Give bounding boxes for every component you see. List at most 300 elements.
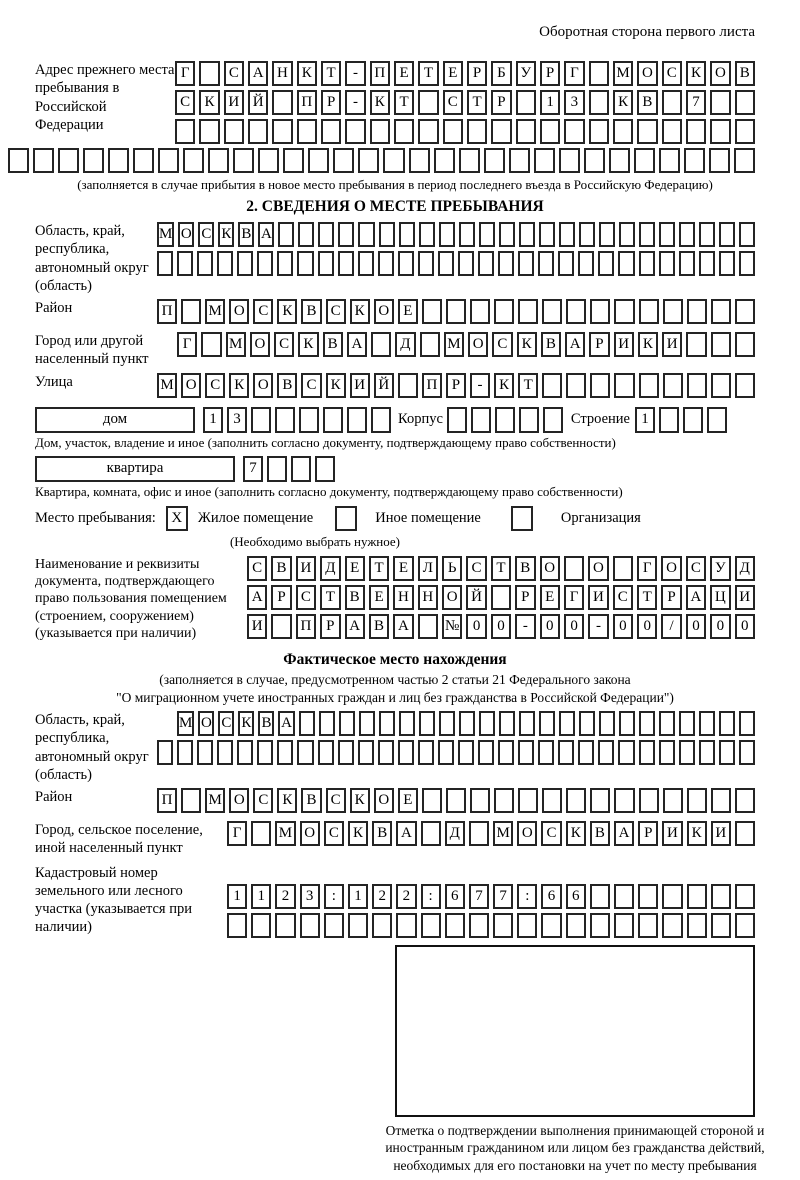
char-cell[interactable] xyxy=(458,740,474,765)
char-cell[interactable]: Г xyxy=(175,61,195,86)
char-cell[interactable]: : xyxy=(421,884,441,909)
char-cell[interactable]: К xyxy=(297,61,317,86)
char-cell[interactable] xyxy=(719,222,735,247)
char-cell[interactable]: Й xyxy=(374,373,394,398)
char-cell[interactable] xyxy=(739,740,755,765)
char-cell[interactable] xyxy=(319,711,335,736)
char-cell[interactable] xyxy=(297,740,313,765)
char-cell[interactable] xyxy=(251,821,271,846)
char-cell[interactable]: К xyxy=(326,373,346,398)
char-cell[interactable]: И xyxy=(247,614,267,639)
char-cell[interactable] xyxy=(272,119,292,144)
char-cell[interactable] xyxy=(318,251,334,276)
char-cell[interactable] xyxy=(493,913,513,938)
char-cell[interactable] xyxy=(498,251,514,276)
char-cell[interactable]: В xyxy=(323,332,343,357)
char-cell[interactable]: П xyxy=(296,614,316,639)
char-cell[interactable]: 6 xyxy=(541,884,561,909)
char-cell[interactable] xyxy=(614,788,634,813)
char-cell[interactable] xyxy=(599,222,615,247)
char-cell[interactable] xyxy=(711,884,731,909)
char-cell[interactable] xyxy=(248,119,268,144)
char-cell[interactable] xyxy=(735,119,755,144)
char-cell[interactable] xyxy=(719,251,735,276)
char-cell[interactable] xyxy=(599,711,615,736)
char-cell[interactable] xyxy=(422,299,442,324)
char-cell[interactable] xyxy=(519,711,535,736)
char-cell[interactable]: Т xyxy=(518,373,538,398)
char-cell[interactable] xyxy=(347,407,367,433)
char-cell[interactable] xyxy=(566,373,586,398)
char-cell[interactable] xyxy=(359,711,375,736)
char-cell[interactable]: С xyxy=(466,556,486,581)
char-cell[interactable]: Е xyxy=(398,299,418,324)
char-cell[interactable] xyxy=(687,299,707,324)
char-cell[interactable]: С xyxy=(301,373,321,398)
char-cell[interactable] xyxy=(686,119,706,144)
char-cell[interactable] xyxy=(471,407,491,433)
char-cell[interactable]: 6 xyxy=(566,884,586,909)
char-cell[interactable] xyxy=(719,711,735,736)
char-cell[interactable]: Р xyxy=(467,61,487,86)
char-cell[interactable]: / xyxy=(661,614,681,639)
char-cell[interactable] xyxy=(479,711,495,736)
char-cell[interactable] xyxy=(639,788,659,813)
char-cell[interactable] xyxy=(299,407,319,433)
char-cell[interactable] xyxy=(518,299,538,324)
char-cell[interactable]: И xyxy=(614,332,634,357)
char-cell[interactable] xyxy=(333,148,354,173)
char-cell[interactable] xyxy=(613,119,633,144)
char-cell[interactable] xyxy=(298,222,314,247)
char-cell[interactable] xyxy=(157,740,173,765)
char-cell[interactable] xyxy=(590,913,610,938)
char-cell[interactable]: 2 xyxy=(372,884,392,909)
char-cell[interactable]: Г xyxy=(637,556,657,581)
char-cell[interactable] xyxy=(509,148,530,173)
char-cell[interactable] xyxy=(639,373,659,398)
char-cell[interactable] xyxy=(590,373,610,398)
char-cell[interactable]: В xyxy=(735,61,755,86)
char-cell[interactable]: В xyxy=(541,332,561,357)
char-cell[interactable] xyxy=(518,788,538,813)
char-cell[interactable] xyxy=(498,740,514,765)
char-cell[interactable]: П xyxy=(157,788,177,813)
char-cell[interactable]: В xyxy=(515,556,535,581)
char-cell[interactable]: Ь xyxy=(442,556,462,581)
char-cell[interactable] xyxy=(491,585,511,610)
char-cell[interactable] xyxy=(378,740,394,765)
char-cell[interactable] xyxy=(409,148,430,173)
char-cell[interactable]: К xyxy=(517,332,537,357)
char-cell[interactable] xyxy=(634,148,655,173)
char-cell[interactable]: М xyxy=(613,61,633,86)
char-cell[interactable]: М xyxy=(205,299,225,324)
char-cell[interactable]: Р xyxy=(589,332,609,357)
char-cell[interactable]: М xyxy=(444,332,464,357)
char-cell[interactable] xyxy=(181,299,201,324)
char-cell[interactable] xyxy=(422,788,442,813)
char-cell[interactable]: - xyxy=(470,373,490,398)
char-cell[interactable] xyxy=(687,884,707,909)
char-cell[interactable]: С xyxy=(326,788,346,813)
char-cell[interactable] xyxy=(687,788,707,813)
char-cell[interactable] xyxy=(558,740,574,765)
char-cell[interactable]: С xyxy=(247,556,267,581)
char-cell[interactable] xyxy=(445,913,465,938)
char-cell[interactable]: В xyxy=(301,788,321,813)
char-cell[interactable] xyxy=(542,299,562,324)
char-cell[interactable]: 7 xyxy=(243,456,263,482)
char-cell[interactable] xyxy=(257,251,273,276)
char-cell[interactable] xyxy=(699,740,715,765)
char-cell[interactable] xyxy=(711,299,731,324)
char-cell[interactable]: П xyxy=(157,299,177,324)
char-cell[interactable] xyxy=(348,913,368,938)
char-cell[interactable] xyxy=(734,148,755,173)
char-cell[interactable]: С xyxy=(686,556,706,581)
char-cell[interactable] xyxy=(699,711,715,736)
char-cell[interactable] xyxy=(735,821,755,846)
char-cell[interactable]: 1 xyxy=(203,407,223,433)
char-cell[interactable] xyxy=(358,740,374,765)
char-cell[interactable] xyxy=(663,788,683,813)
char-cell[interactable] xyxy=(469,821,489,846)
char-cell[interactable] xyxy=(458,251,474,276)
char-cell[interactable]: 0 xyxy=(540,614,560,639)
char-cell[interactable] xyxy=(687,373,707,398)
char-cell[interactable]: - xyxy=(515,614,535,639)
char-cell[interactable]: С xyxy=(613,585,633,610)
char-cell[interactable]: Т xyxy=(637,585,657,610)
char-cell[interactable] xyxy=(609,148,630,173)
char-cell[interactable] xyxy=(516,90,536,115)
char-cell[interactable] xyxy=(659,251,675,276)
char-cell[interactable] xyxy=(275,407,295,433)
char-cell[interactable] xyxy=(297,119,317,144)
char-cell[interactable] xyxy=(479,222,495,247)
char-cell[interactable] xyxy=(338,251,354,276)
char-cell[interactable]: О xyxy=(540,556,560,581)
char-cell[interactable]: 0 xyxy=(735,614,755,639)
char-cell[interactable] xyxy=(735,913,755,938)
char-cell[interactable] xyxy=(233,148,254,173)
char-cell[interactable] xyxy=(589,90,609,115)
char-cell[interactable] xyxy=(419,222,435,247)
char-cell[interactable]: Т xyxy=(394,90,414,115)
char-cell[interactable] xyxy=(684,148,705,173)
char-cell[interactable] xyxy=(108,148,129,173)
char-cell[interactable]: П xyxy=(422,373,442,398)
char-cell[interactable]: Р xyxy=(271,585,291,610)
char-cell[interactable] xyxy=(584,148,605,173)
char-cell[interactable]: К xyxy=(348,821,368,846)
char-cell[interactable] xyxy=(613,556,633,581)
char-cell[interactable]: И xyxy=(588,585,608,610)
char-cell[interactable]: Е xyxy=(369,585,389,610)
char-cell[interactable]: С xyxy=(274,332,294,357)
char-cell[interactable] xyxy=(639,299,659,324)
char-cell[interactable]: М xyxy=(226,332,246,357)
char-cell[interactable] xyxy=(438,740,454,765)
char-cell[interactable]: О xyxy=(442,585,462,610)
char-cell[interactable] xyxy=(470,299,490,324)
char-cell[interactable]: В xyxy=(301,299,321,324)
char-cell[interactable] xyxy=(478,251,494,276)
char-cell[interactable] xyxy=(217,740,233,765)
char-cell[interactable] xyxy=(566,788,586,813)
char-cell[interactable]: О xyxy=(517,821,537,846)
char-cell[interactable]: К xyxy=(370,90,390,115)
char-cell[interactable] xyxy=(157,251,173,276)
char-cell[interactable]: О xyxy=(229,299,249,324)
char-cell[interactable] xyxy=(217,251,233,276)
char-cell[interactable] xyxy=(197,251,213,276)
char-cell[interactable] xyxy=(478,740,494,765)
char-cell[interactable] xyxy=(566,913,586,938)
char-cell[interactable] xyxy=(323,407,343,433)
char-cell[interactable] xyxy=(538,251,554,276)
char-cell[interactable] xyxy=(177,740,193,765)
char-cell[interactable] xyxy=(709,148,730,173)
char-cell[interactable] xyxy=(543,407,563,433)
char-cell[interactable]: Т xyxy=(320,585,340,610)
char-cell[interactable] xyxy=(659,711,675,736)
char-cell[interactable] xyxy=(201,332,221,357)
char-cell[interactable] xyxy=(735,90,755,115)
char-cell[interactable]: С xyxy=(253,299,273,324)
char-cell[interactable] xyxy=(484,148,505,173)
char-cell[interactable] xyxy=(224,119,244,144)
char-cell[interactable] xyxy=(735,299,755,324)
char-cell[interactable] xyxy=(639,251,655,276)
char-cell[interactable] xyxy=(735,788,755,813)
char-cell[interactable] xyxy=(614,884,634,909)
char-cell[interactable] xyxy=(679,251,695,276)
char-cell[interactable]: Д xyxy=(320,556,340,581)
char-cell[interactable]: А xyxy=(686,585,706,610)
char-cell[interactable]: С xyxy=(198,222,214,247)
char-cell[interactable]: У xyxy=(516,61,536,86)
char-cell[interactable] xyxy=(564,119,584,144)
char-cell[interactable] xyxy=(619,711,635,736)
char-cell[interactable]: В xyxy=(590,821,610,846)
char-cell[interactable]: Г xyxy=(227,821,247,846)
char-cell[interactable]: О xyxy=(588,556,608,581)
char-cell[interactable] xyxy=(735,332,755,357)
char-cell[interactable]: И xyxy=(662,332,682,357)
char-cell[interactable]: О xyxy=(637,61,657,86)
char-cell[interactable] xyxy=(394,119,414,144)
char-cell[interactable]: Т xyxy=(491,556,511,581)
char-cell[interactable] xyxy=(419,711,435,736)
char-cell[interactable]: Г xyxy=(177,332,197,357)
char-cell[interactable]: В xyxy=(637,90,657,115)
char-cell[interactable] xyxy=(158,148,179,173)
char-cell[interactable] xyxy=(297,251,313,276)
char-cell[interactable]: М xyxy=(177,711,194,736)
char-cell[interactable] xyxy=(251,407,271,433)
char-cell[interactable]: О xyxy=(253,373,273,398)
char-cell[interactable]: Е xyxy=(540,585,560,610)
char-cell[interactable] xyxy=(470,788,490,813)
char-cell[interactable] xyxy=(398,251,414,276)
char-cell[interactable]: Г xyxy=(564,61,584,86)
char-cell[interactable]: Р xyxy=(638,821,658,846)
char-cell[interactable]: Е xyxy=(394,61,414,86)
char-cell[interactable]: К xyxy=(298,332,318,357)
char-cell[interactable]: Е xyxy=(393,556,413,581)
char-cell[interactable]: 2 xyxy=(396,884,416,909)
char-cell[interactable]: Т xyxy=(418,61,438,86)
char-cell[interactable] xyxy=(177,251,193,276)
char-cell[interactable] xyxy=(639,740,655,765)
char-cell[interactable]: Л xyxy=(418,556,438,581)
char-cell[interactable] xyxy=(494,299,514,324)
char-cell[interactable]: М xyxy=(275,821,295,846)
char-cell[interactable] xyxy=(446,788,466,813)
char-cell[interactable] xyxy=(418,740,434,765)
char-cell[interactable]: - xyxy=(588,614,608,639)
char-cell[interactable]: О xyxy=(374,788,394,813)
char-cell[interactable]: Й xyxy=(466,585,486,610)
char-cell[interactable]: И xyxy=(296,556,316,581)
char-cell[interactable] xyxy=(541,913,561,938)
char-cell[interactable]: О xyxy=(468,332,488,357)
char-cell[interactable] xyxy=(539,711,555,736)
char-cell[interactable] xyxy=(371,332,391,357)
char-cell[interactable] xyxy=(499,222,515,247)
char-cell[interactable] xyxy=(659,148,680,173)
char-cell[interactable] xyxy=(579,222,595,247)
char-cell[interactable]: 0 xyxy=(491,614,511,639)
char-cell[interactable]: Т xyxy=(321,61,341,86)
char-cell[interactable] xyxy=(83,148,104,173)
char-cell[interactable] xyxy=(618,740,634,765)
char-cell[interactable]: А xyxy=(565,332,585,357)
char-cell[interactable] xyxy=(494,788,514,813)
char-cell[interactable]: О xyxy=(661,556,681,581)
char-cell[interactable] xyxy=(566,299,586,324)
char-cell[interactable] xyxy=(662,884,682,909)
char-cell[interactable] xyxy=(58,148,79,173)
char-cell[interactable]: Е xyxy=(398,788,418,813)
char-cell[interactable] xyxy=(639,711,655,736)
char-cell[interactable]: А xyxy=(614,821,634,846)
char-cell[interactable]: П xyxy=(370,61,390,86)
char-cell[interactable] xyxy=(446,299,466,324)
char-cell[interactable] xyxy=(614,913,634,938)
char-cell[interactable]: С xyxy=(326,299,346,324)
char-cell[interactable] xyxy=(710,119,730,144)
char-cell[interactable] xyxy=(299,711,315,736)
char-cell[interactable]: В xyxy=(277,373,297,398)
char-cell[interactable]: М xyxy=(157,373,177,398)
char-cell[interactable]: С xyxy=(443,90,463,115)
char-cell[interactable] xyxy=(686,332,706,357)
char-cell[interactable]: Н xyxy=(418,585,438,610)
char-cell[interactable]: Е xyxy=(345,556,365,581)
char-cell[interactable]: Р xyxy=(540,61,560,86)
char-cell[interactable] xyxy=(619,222,635,247)
char-cell[interactable]: К xyxy=(350,299,370,324)
char-cell[interactable]: 7 xyxy=(493,884,513,909)
char-cell[interactable] xyxy=(739,251,755,276)
char-cell[interactable]: Г xyxy=(564,585,584,610)
char-cell[interactable]: С xyxy=(541,821,561,846)
char-cell[interactable]: К xyxy=(350,788,370,813)
char-cell[interactable]: 0 xyxy=(613,614,633,639)
char-cell[interactable]: В xyxy=(345,585,365,610)
char-cell[interactable] xyxy=(358,148,379,173)
char-cell[interactable]: 0 xyxy=(710,614,730,639)
char-cell[interactable] xyxy=(321,119,341,144)
char-cell[interactable]: Р xyxy=(661,585,681,610)
char-cell[interactable]: О xyxy=(178,222,194,247)
char-cell[interactable]: К xyxy=(277,788,297,813)
char-cell[interactable]: Б xyxy=(491,61,511,86)
char-cell[interactable] xyxy=(739,711,755,736)
char-cell[interactable]: А xyxy=(396,821,416,846)
char-cell[interactable] xyxy=(315,456,335,482)
char-cell[interactable] xyxy=(199,61,219,86)
char-cell[interactable] xyxy=(338,740,354,765)
char-cell[interactable]: С xyxy=(662,61,682,86)
char-cell[interactable] xyxy=(495,407,515,433)
char-cell[interactable] xyxy=(277,251,293,276)
char-cell[interactable] xyxy=(638,884,658,909)
char-cell[interactable]: В xyxy=(372,821,392,846)
char-cell[interactable] xyxy=(711,788,731,813)
char-cell[interactable] xyxy=(257,740,273,765)
char-cell[interactable] xyxy=(133,148,154,173)
char-cell[interactable] xyxy=(421,821,441,846)
char-cell[interactable] xyxy=(590,299,610,324)
char-cell[interactable] xyxy=(33,148,54,173)
char-cell[interactable] xyxy=(208,148,229,173)
char-cell[interactable] xyxy=(559,711,575,736)
char-cell[interactable]: Е xyxy=(443,61,463,86)
char-cell[interactable] xyxy=(542,788,562,813)
char-cell[interactable] xyxy=(370,119,390,144)
char-cell[interactable]: 3 xyxy=(300,884,320,909)
char-cell[interactable] xyxy=(637,119,657,144)
char-cell[interactable] xyxy=(439,222,455,247)
char-cell[interactable] xyxy=(277,740,293,765)
char-cell[interactable] xyxy=(590,884,610,909)
char-cell[interactable] xyxy=(447,407,467,433)
char-cell[interactable] xyxy=(518,740,534,765)
checkbox-other-premises[interactable] xyxy=(335,506,357,531)
char-cell[interactable]: А xyxy=(347,332,367,357)
char-cell[interactable] xyxy=(491,119,511,144)
char-cell[interactable] xyxy=(271,614,291,639)
char-cell[interactable] xyxy=(418,90,438,115)
checkbox-organization[interactable] xyxy=(511,506,533,531)
char-cell[interactable] xyxy=(275,913,295,938)
char-cell[interactable]: Р xyxy=(515,585,535,610)
char-cell[interactable] xyxy=(358,251,374,276)
char-cell[interactable] xyxy=(237,251,253,276)
char-cell[interactable] xyxy=(398,740,414,765)
char-cell[interactable]: К xyxy=(238,711,254,736)
char-cell[interactable]: 0 xyxy=(686,614,706,639)
char-cell[interactable] xyxy=(183,148,204,173)
char-cell[interactable] xyxy=(614,299,634,324)
char-cell[interactable] xyxy=(418,614,438,639)
char-cell[interactable]: 7 xyxy=(686,90,706,115)
char-cell[interactable]: М xyxy=(493,821,513,846)
